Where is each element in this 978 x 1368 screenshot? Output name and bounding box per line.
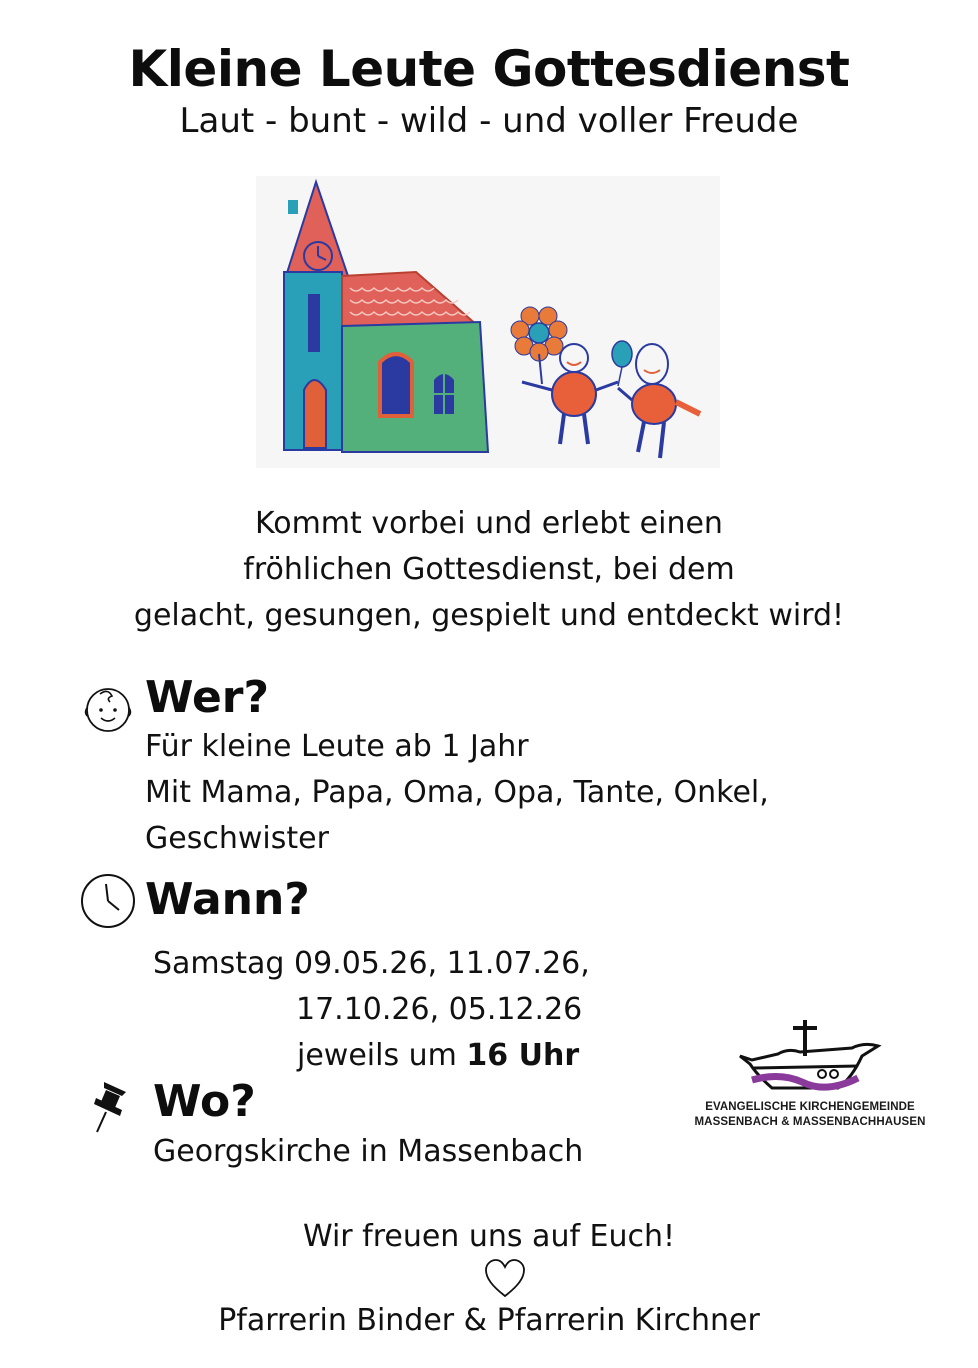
logo-text-line-2: MASSENBACH & MASSENBACHHAUSEN [694, 1116, 926, 1128]
wann-line-2: 17.10.26, 05.12.26 [296, 992, 583, 1027]
page-title: Kleine Leute Gottesdienst [128, 40, 850, 98]
wer-line-3: Geschwister [145, 821, 329, 856]
wo-line-1: Georgskirche in Massenbach [153, 1134, 584, 1169]
wo-heading: Wo? [153, 1076, 256, 1127]
signature: Pfarrerin Binder & Pfarrerin Kirchner [218, 1303, 760, 1338]
intro-line-3: gelacht, gesungen, gespielt und entdeckt wird! [133, 598, 845, 633]
greeting: Wir freuen uns auf Euch! [302, 1219, 676, 1254]
logo-text-line-1: EVANGELISCHE KIRCHENGEMEINDE [705, 1101, 915, 1113]
heart-outline-icon [484, 1258, 526, 1300]
page-subtitle: Laut - bunt - wild - und voller Freude [179, 101, 799, 141]
church-children-drawing-icon [256, 176, 720, 468]
wann-time: 16 Uhr [466, 1038, 580, 1073]
pushpin-icon [90, 1078, 132, 1134]
clock-icon [80, 872, 136, 930]
baby-face-icon [82, 686, 134, 732]
wer-line-1: Für kleine Leute ab 1 Jahr [145, 729, 529, 764]
wann-heading: Wann? [145, 874, 310, 925]
wann-time-prefix: jeweils um [297, 1038, 467, 1073]
wann-line-1: Samstag 09.05.26, 11.07.26, [153, 946, 590, 981]
intro-line-2: fröhlichen Gottesdienst, bei dem [243, 552, 735, 587]
intro-line-1: Kommt vorbei und erlebt einen [255, 506, 723, 541]
wann-line-3 [297, 1038, 579, 1073]
wer-line-2: Mit Mama, Papa, Oma, Opa, Tante, Onkel, [145, 775, 769, 810]
wer-heading: Wer? [145, 672, 270, 723]
